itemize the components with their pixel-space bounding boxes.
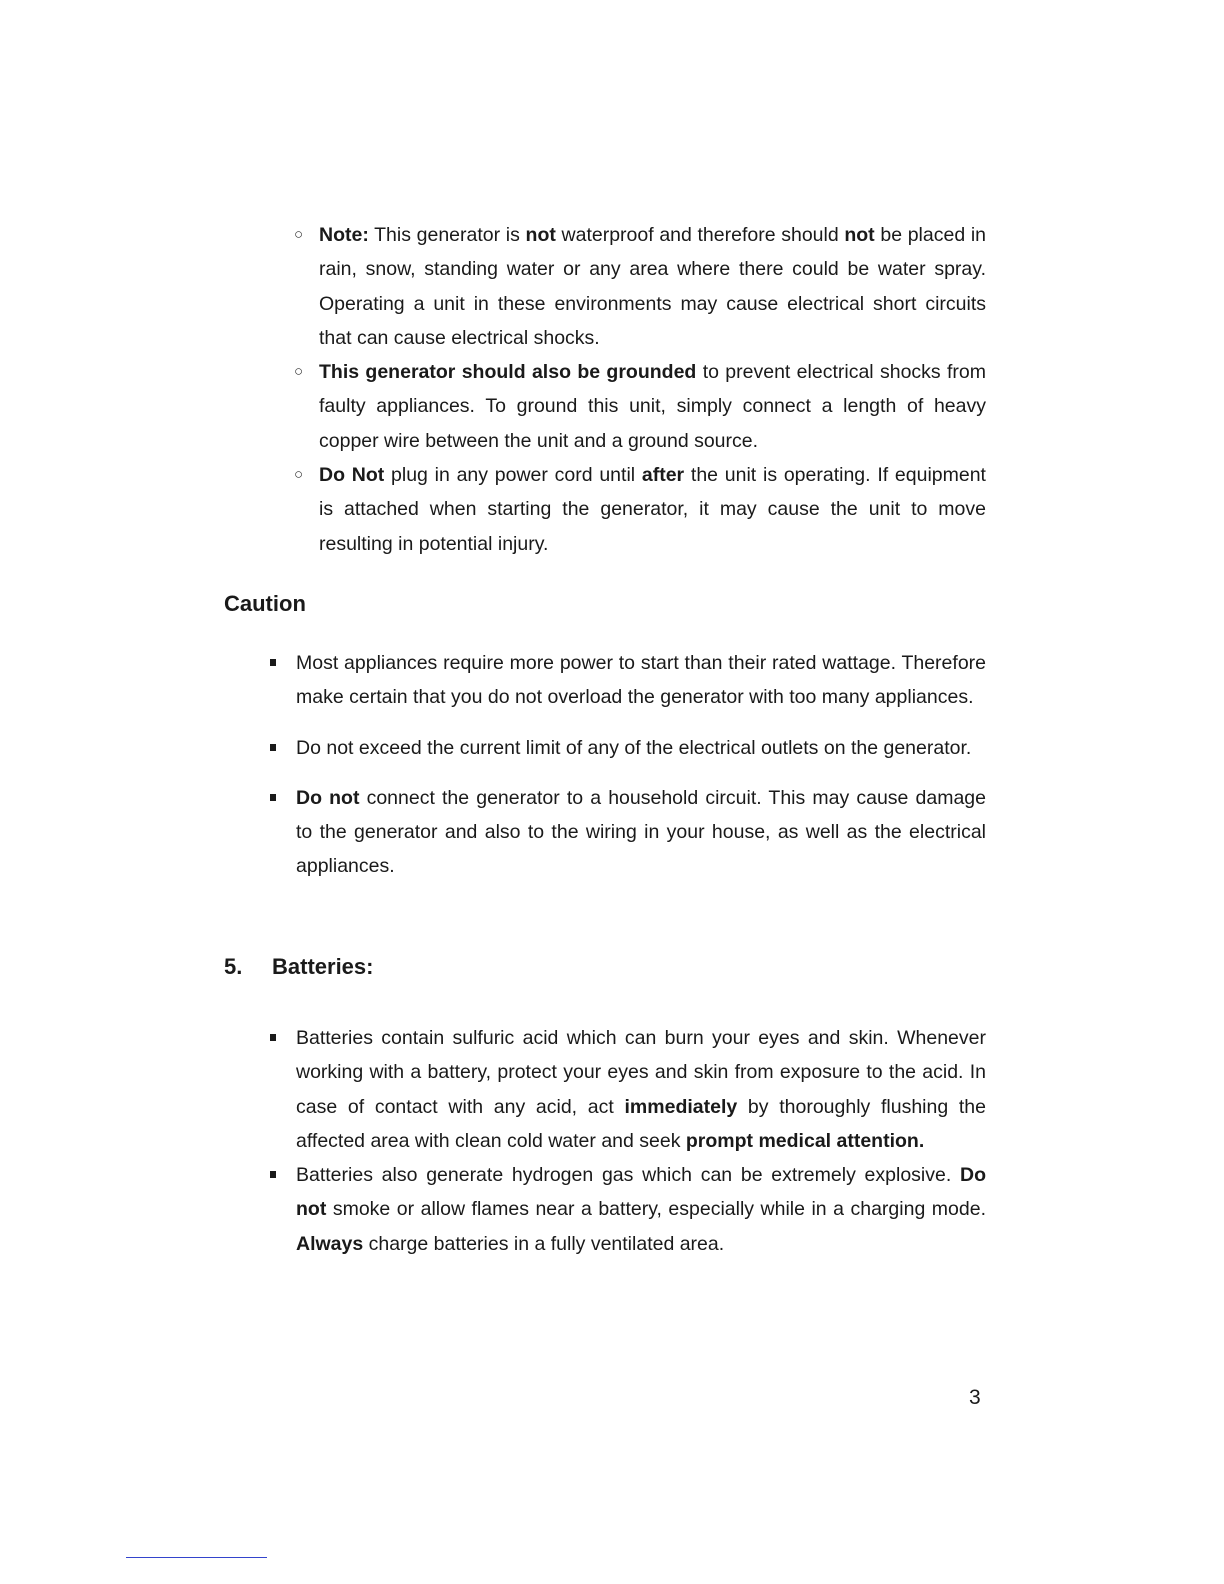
text-run: connect the generator to a household circuit. This may cause damage to the generator and also to the wiring in your house, as well as the electrical appliances.	[296, 786, 986, 878]
square-bullet-icon	[270, 1034, 276, 1041]
list-item	[270, 1158, 986, 1261]
bold-text: Do Not	[319, 464, 385, 487]
hollow-circle-bullet-icon: ○	[294, 466, 304, 484]
list-item	[294, 355, 986, 458]
list-item	[270, 646, 986, 715]
text-run: by thoroughly flushing the affected area with clean cold water and seek	[296, 1095, 986, 1152]
text-run: be placed in rain, snow, standing water or any area where there could be water spray. Operating a unit in these environments may cause electrical short circuits that can cause electrical shocks.	[319, 224, 987, 349]
text-run: the unit is operating. If equipment is attached when starting the generator, it may cause the unit to move resulting in potential injury.	[319, 464, 986, 555]
text-run: smoke or allow flames near a battery, especially while in a charging mode.	[326, 1198, 986, 1221]
text-run: to prevent electrical shocks from faulty appliances. To ground this unit, simply connect a length of heavy copper wire between the unit and a ground source.	[319, 361, 987, 452]
text-run: Do not exceed the current limit of any of the electrical outlets on the generator.	[296, 736, 972, 759]
list-item	[294, 458, 986, 561]
bold-text: This generator should also be grounded	[319, 361, 697, 384]
text-run: plug in any power cord until	[384, 464, 642, 487]
text-run: waterproof and therefore should	[555, 224, 845, 246]
bold-text: after	[641, 464, 685, 487]
bold-text: not	[844, 224, 875, 246]
batteries-heading	[224, 954, 373, 980]
caution-list	[270, 646, 986, 900]
caution-heading: Caution	[224, 591, 306, 616]
batteries-list	[270, 1021, 986, 1261]
bold-text: not	[525, 224, 556, 246]
text-run: charge batteries in a fully ventilated area.	[363, 1232, 725, 1255]
list-item	[270, 781, 986, 884]
footnote-separator	[126, 1557, 267, 1558]
list-item	[270, 731, 1042, 765]
square-bullet-icon	[270, 794, 276, 801]
section-title: Batteries:	[272, 954, 374, 979]
page-number: 3	[969, 1386, 981, 1409]
text-run: Batteries contain sulfuric acid which can burn your eyes and skin. Whenever working with a battery, protect your eyes and skin from exposure to the acid. In case of contact with any acid, act	[296, 1027, 986, 1118]
text-run: Most appliances require more power to start than their rated wattage. Therefore make certain that you do not overload the generator with too many appliances.	[296, 652, 986, 709]
hollow-circle-bullet-icon: ○	[294, 363, 304, 381]
bold-text: prompt medical attention.	[685, 1129, 925, 1152]
bold-text: immediately	[624, 1095, 738, 1118]
text-run: Batteries also generate hydrogen gas which can be extremely explosive.	[296, 1164, 960, 1187]
square-bullet-icon	[270, 1171, 276, 1178]
square-bullet-icon	[270, 744, 276, 751]
section-number: 5.	[224, 954, 243, 979]
bold-text: Do not	[296, 1164, 986, 1221]
hollow-circle-bullet-icon: ○	[294, 226, 304, 243]
list-item	[294, 218, 986, 355]
bold-text: Note:	[319, 224, 369, 246]
square-bullet-icon	[270, 659, 276, 666]
bold-text: Do not	[296, 786, 360, 809]
list-item	[270, 1021, 986, 1158]
notes-list	[294, 218, 986, 561]
bold-text: Always	[296, 1232, 364, 1255]
text-run: This generator is	[368, 224, 526, 246]
